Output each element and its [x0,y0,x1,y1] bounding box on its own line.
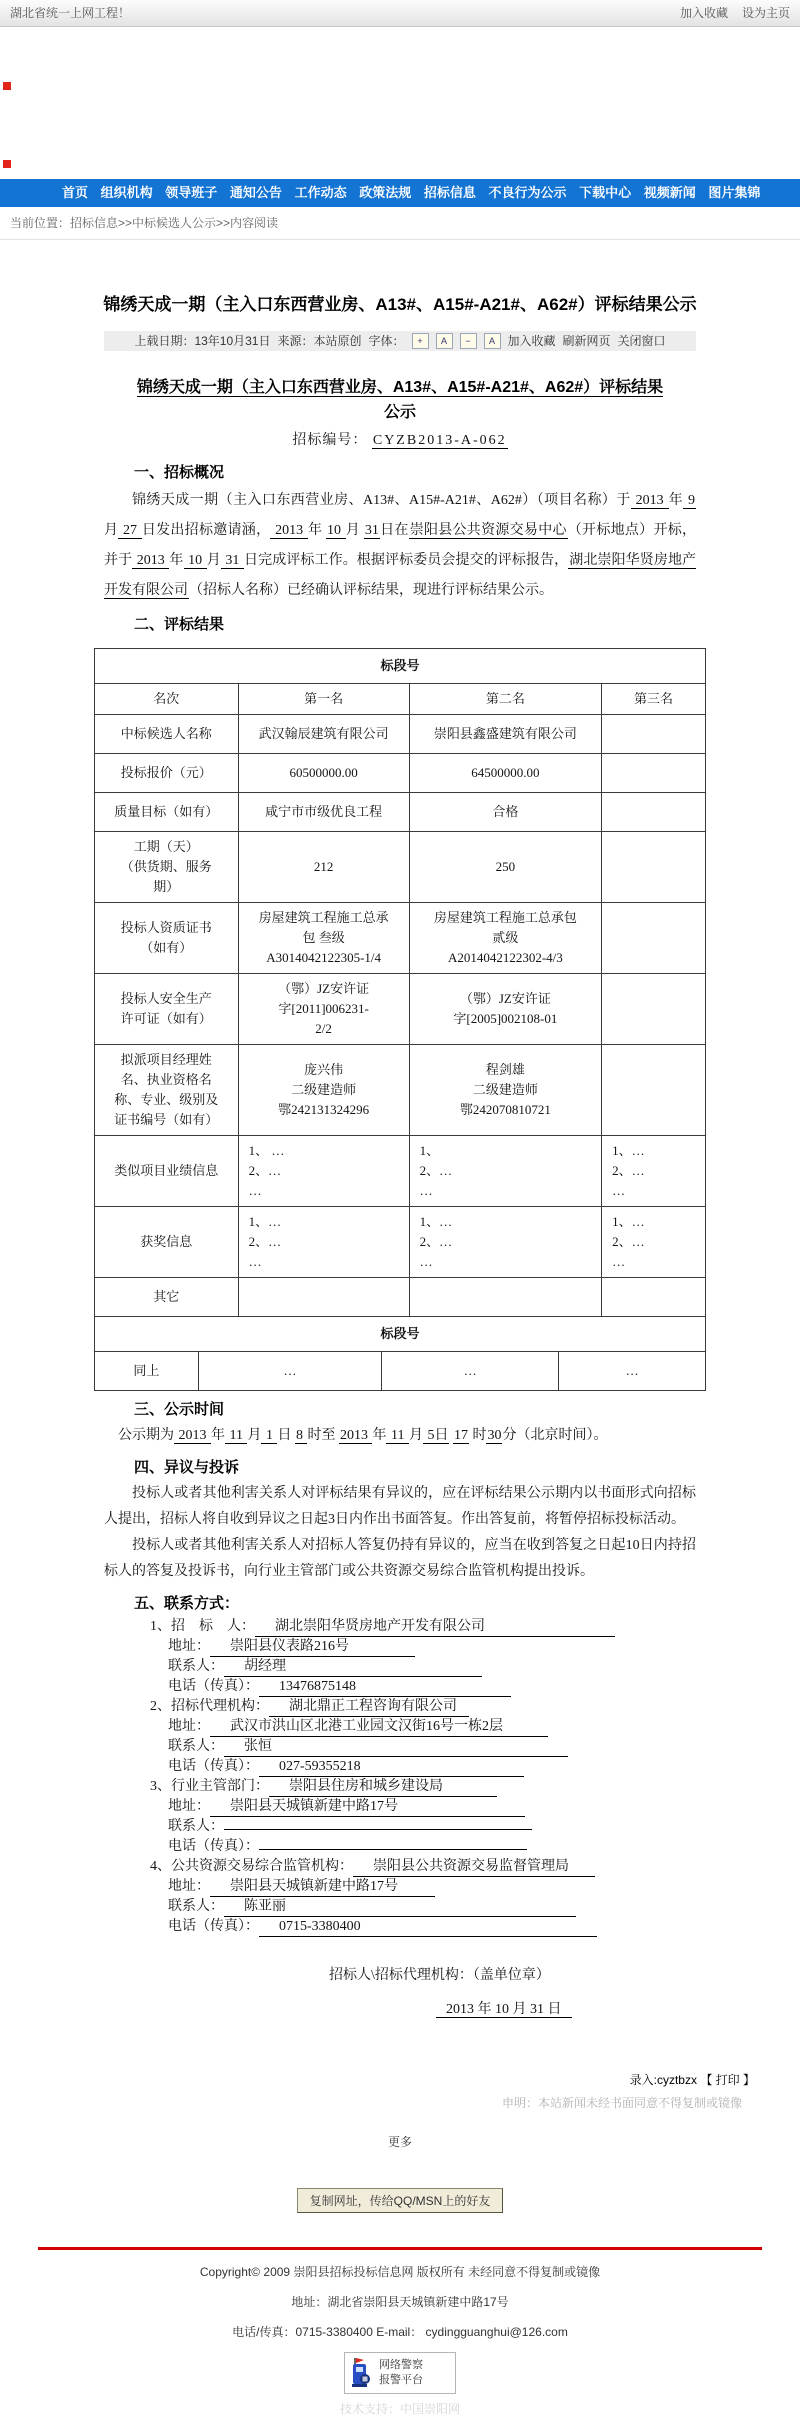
nav-item-bid-info[interactable]: 招标信息 [423,185,476,200]
table-row: 质量目标（如有） 咸宁市市级优良工程 合格 [95,793,706,832]
contact-line: 联系人： 陈亚丽 [168,1897,696,1917]
table-row: 类似项目业绩信息 1、 … 2、… … 1、 2、… … 1、… 2、… … [95,1136,706,1207]
table-row: 中标候选人名称 武汉翰辰建筑有限公司 崇阳县鑫盛建筑有限公司 [95,715,706,754]
cyber-police-badge[interactable] [344,2352,456,2394]
nav-item-bad-behavior[interactable]: 不良行为公示 [488,185,567,200]
police-icon [350,2357,374,2389]
signature-label: 招标人\招标代理机构：（盖单位章） [329,1968,550,1983]
table-row: 拟派项目经理姓 名、执业资格名 称、专业、级别及 证书编号（如有） 庞兴伟 二级建造师 鄂242131324296 程剑雄 二级建造师 鄂242070810721 [95,1045,706,1136]
site-footer [0,2247,800,2417]
font-size-label: 字体： [368,334,405,348]
cell-second: 第二名 [409,684,601,715]
evaluation-results-table-2 [94,1316,706,1391]
entry-author: 录入:cyztbzx [629,2073,697,2087]
footer-contact: 电话/传真：0715-3380400 E-mail： cydingguanghui@126.com [232,2325,568,2339]
page-title: 锦绣天成一期（主入口东西营业房、A13#、A15#-A21#、A62#）评标结果公示 [103,295,697,314]
footer-copyright: Copyright© 2009 崇阳县招标投标信息网 版权所有 未经同意不得复制或镜像 [199,2265,601,2279]
print-button[interactable]: 【 打印 】 [700,2073,755,2087]
section-5-heading: 五、联系方式： [134,1595,240,1612]
nav-item-organization[interactable]: 组织机构 [100,185,153,200]
contact-line: 联系人： [168,1817,696,1837]
add-favorite-link2[interactable]: 加入收藏 [507,334,556,348]
table-band-header: 标段号 [95,649,706,684]
bid-number-line [104,427,696,454]
contact-line: 4、公共资源交易综合监管机构： 崇阳县公共资源交易监督管理局 [150,1857,696,1877]
document-title-line2: 公示 [383,404,416,421]
table-row: 同上 … … … [95,1352,706,1391]
nav-item-work-news[interactable]: 工作动态 [294,185,347,200]
table-row [95,684,706,715]
nav-item-downloads[interactable]: 下载中心 [579,185,632,200]
article-source: 来源：本站原创 [277,334,362,348]
table-row: 投标人安全生产 许可证（如有） （鄂）JZ安许证 字[2011]006231- 2/2 （鄂）JZ安许证 字[2005]002108-01 [95,974,706,1045]
share-url-button[interactable]: 复制网址，传给QQ/MSN上的好友 [297,2188,504,2213]
contact-line: 地址： 武汉市洪山区北港工业园文汉街16号一栋2层 [168,1717,696,1737]
font-small-icon[interactable]: A [484,333,501,349]
top-bar [0,0,800,27]
contact-line: 1、招 标 人： 湖北崇阳华贤房地产开发有限公司 [150,1617,696,1637]
entry-row [0,2071,800,2088]
contact-line: 3、行业主管部门： 崇阳县住房和城乡建设局 [150,1777,696,1797]
contact-line: 电话（传真）： 0715-3380400 [168,1917,696,1937]
police-badge-text: 网络警察 报警平台 [379,2359,423,2386]
table-row: 工期（天） （供货期、服务 期） 212 250 [95,832,706,903]
refresh-page-link[interactable]: 刷新网页 [562,334,611,348]
contact-line: 电话（传真）： [168,1837,696,1857]
bid-number-value: CYZB2013-A-062 [372,433,507,448]
publicity-period: 公示期为 2013 年 11 月 1 日 8 时至 2013 年 11 月 5日 17 时30分（北京时间）。 [118,1428,608,1443]
table-row: 投标人资质证书 （如有） 房屋建筑工程施工总承 包 叁级 A3014042122305-1/4 房屋建筑工程施工总承包 贰级 A2014042122302-4/3 [95,903,706,974]
objection-paragraph-1: 投标人或者其他利害关系人对评标结果有异议的，应在评标结果公示期内以书面形式向招标人提出，招标人将自收到异议之日起3日内作出书面答复。作出答复前，将暂停招标投标活动。 [104,1486,696,1527]
contact-line: 2、招标代理机构： 湖北鼎正工程咨询有限公司 [150,1697,696,1717]
table-band-header-2: 标段号 [95,1317,706,1352]
article-meta-bar [104,331,696,351]
section-2-heading: 二、评标结果 [134,616,225,633]
main-nav [0,179,800,207]
breadcrumb: 当前位置：招标信息>>中标候选人公示>>内容阅读 [0,207,800,240]
contact-line: 联系人： 张恒 [168,1737,696,1757]
document-body [104,375,696,2023]
contact-line: 联系人： 胡经理 [168,1657,696,1677]
overview-paragraph: 锦绣天成一期（主入口东西营业房、A13#、A15#-A21#、A62#）（项目名称）于 2013 年 9 月 27 日发出招标邀请涵， 2013 年 10 月 31日在崇阳县公共资源交易中心（开标地点）开标，并于 2013 年 10 月 31 日完成评标工作。根据评标委员会提交的评标报告，湖北崇阳华贤房地产开发有限公司（招标人名称）已经确认评标结果，现进行评标结果公示。 [104,493,697,598]
more-link[interactable]: 更多 [388,2135,413,2149]
share-row [0,2188,800,2213]
close-window-link[interactable]: 关闭窗口 [617,334,666,348]
contact-line: 电话（传真）： 027-59355218 [168,1757,696,1777]
upload-date: 上载日期：13年10月31日 [134,334,271,348]
contact-line: 地址： 崇阳县天城镇新建中路17号 [168,1797,696,1817]
broken-image-icon [3,160,11,168]
site-slogan: 湖北省统一上网工程！ [10,6,131,20]
nav-item-pictures[interactable]: 图片集锦 [708,185,761,200]
broken-image-icon [3,82,11,90]
cell-same-as-above: 同上 [95,1352,199,1391]
cell-rank-label: 名次 [95,684,239,715]
add-favorite-link[interactable]: 加入收藏 [679,6,728,20]
document-title [104,375,696,425]
contact-line: 电话（传真）： 13476875148 [168,1677,696,1697]
copyright-notice: 申明：本站新闻未经书面同意不得复制或镜像 [501,2096,742,2110]
font-default-icon[interactable]: A [436,333,453,349]
nav-item-home[interactable]: 首页 [62,185,89,200]
objection-paragraph-2: 投标人或者其他利害关系人对招标人答复仍持有异议的，应当在收到答复之日起10日内持招标人的答复及投诉书，向行业主管部门或公共资源交易综合监管机构提出投诉。 [104,1538,696,1579]
footer-address: 地址：湖北省崇阳县天城镇新建中路17号 [291,2295,509,2309]
section-1-heading: 一、招标概况 [134,464,225,481]
table-row: 投标报价（元） 60500000.00 64500000.00 [95,754,706,793]
banner-space [0,27,800,179]
contact-line: 地址： 崇阳县天城镇新建中路17号 [168,1877,696,1897]
contact-line: 地址： 崇阳县仪表路216号 [168,1637,696,1657]
footer-support: 技术支持：中国崇阳网 [339,2402,460,2416]
font-zoom-out-icon[interactable]: − [460,333,477,349]
nav-item-video-news[interactable]: 视频新闻 [643,185,696,200]
nav-item-policies[interactable]: 政策法规 [359,185,412,200]
section-3-heading: 三、公示时间 [134,1401,225,1418]
section-4-heading: 四、异议与投诉 [134,1459,240,1476]
cell-first: 第一名 [238,684,409,715]
font-zoom-in-icon[interactable]: + [412,333,429,349]
table-row: 获奖信息 1、… 2、… … 1、… 2、… … 1、… 2、… … [95,1207,706,1278]
signature-date: 2013 年 10 月 31 日 [104,1997,696,2023]
footer-divider [38,2247,762,2250]
document-title-line1: 锦绣天成一期（主入口东西营业房、A13#、A15#-A21#、A62#）评标结果 [136,379,664,396]
nav-item-leadership[interactable]: 领导班子 [165,185,218,200]
evaluation-results-table [94,648,706,1317]
set-homepage-link[interactable]: 设为主页 [741,6,790,20]
cell-third: 第三名 [602,684,706,715]
nav-item-notices[interactable]: 通知公告 [229,185,282,200]
bid-number-label: 招标编号： [292,433,368,448]
table-row: 其它 [95,1278,706,1317]
more-row [0,2133,800,2150]
